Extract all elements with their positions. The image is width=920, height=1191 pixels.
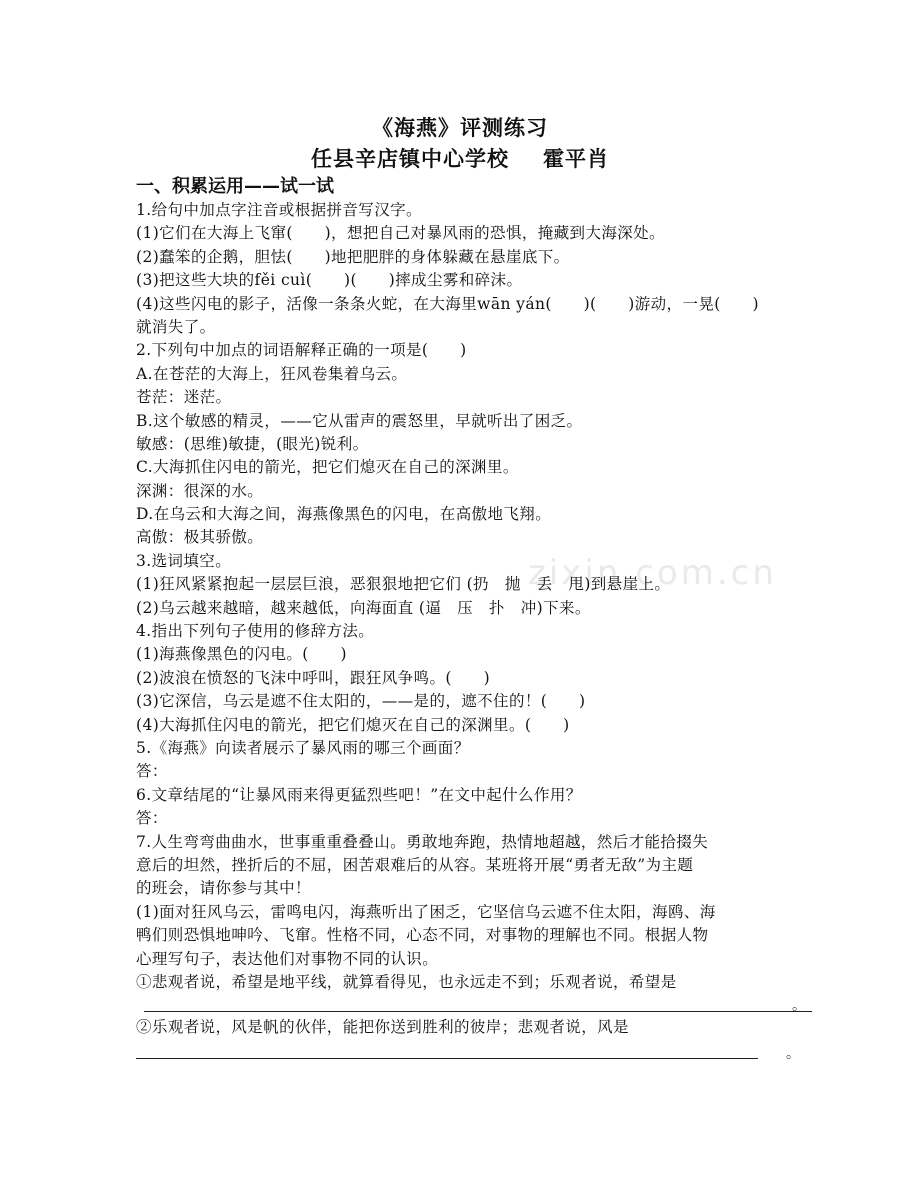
- school-name: 任县辛店镇中心学校: [311, 147, 509, 171]
- text-line-q2: ②乐观者说，风是帆的伙伴，能把你送到胜利的彼岸；悲观者说，风是: [136, 1018, 629, 1036]
- text-line: 4.指出下列句子使用的修辞方法。: [136, 622, 375, 641]
- text-line: (4)这些闪电的影子，活像一条条火蛇，在大海里wān yán( )( )游动，一晃( ): [136, 294, 759, 313]
- text-line: 的班会，请你参与其中！: [136, 879, 311, 898]
- doc-title: 《海燕》评测练习: [372, 116, 548, 140]
- text-line: (1)狂风紧紧抱起一层层巨浪，恶狠狠地把它们 (扔 抛 丢 甩)到悬崖上。: [136, 575, 671, 594]
- text-line: 苍茫：迷茫。: [136, 388, 232, 407]
- text-line: (2)波浪在愤怒的飞沫中呼叫，跟狂风争鸣。( ): [136, 668, 491, 687]
- text-line: (3)把这些大块的fěi cuì( )( )摔成尘雾和碎沫。: [136, 271, 523, 290]
- text-line: 答：: [136, 762, 168, 781]
- question-body: [136, 199, 816, 994]
- text-line: (2)蠢笨的企鹅，胆怯( )地把肥胖的身体躲藏在悬崖底下。: [136, 247, 570, 266]
- text-line: B.这个敏感的精灵，——它从雷声的震怒里，早就听出了困乏。: [136, 411, 583, 430]
- text-line: 深渊：很深的水。: [136, 481, 264, 500]
- text-line: (1)面对狂风乌云，雷鸣电闪，海燕听出了困乏，它坚信乌云遮不住太阳，海鸥、海: [136, 902, 716, 921]
- text-line: 2.下列句中加点的词语解释正确的一项是( ): [136, 341, 467, 360]
- text-line: D.在乌云和大海之间，海燕像黑色的闪电，在高傲地飞翔。: [136, 505, 552, 524]
- text-line: 敏感：(思维)敏捷，(眼光)锐利。: [136, 434, 369, 453]
- end-mark-1: 。: [792, 998, 806, 1014]
- text-line: (2)乌云越来越暗，越来越低，向海面直 (逼 压 扑 冲)下来。: [136, 598, 591, 617]
- text-line: 意后的坦然，挫折后的不屈，困苦艰难后的从容。某班将开展“勇者无敌”为主题: [136, 855, 694, 874]
- text-line: (3)它深信，乌云是遮不住太阳的，——是的，遮不住的！( ): [136, 692, 586, 711]
- text-line: A.在苍茫的大海上，狂风卷集着乌云。: [136, 364, 408, 383]
- text-line: 鸭们则恐惧地呻吟、飞窜。性格不同，心态不同，对事物的理解也不同。根据人物: [136, 926, 709, 945]
- text-line: 5.《海燕》向读者展示了暴风雨的哪三个画面？: [136, 738, 470, 757]
- watermark: zixin.com.cn: [528, 553, 777, 593]
- author-name: 霍平肖: [543, 147, 609, 171]
- text-line: (1)海燕像黑色的闪电。( ): [136, 645, 347, 664]
- text-line: ①悲观者说，希望是地平线，就算看得见，也永远走不到；乐观者说，希望是: [136, 972, 677, 991]
- text-line: 高傲：极其骄傲。: [136, 528, 264, 547]
- text-line: 1.给句中加点字注音或根据拼音写汉字。: [136, 201, 422, 219]
- text-line: 6.文章结尾的“让暴风雨来得更猛烈些吧！”在文中起什么作用？: [136, 785, 582, 804]
- text-line: 7.人生弯弯曲曲水，世事重重叠叠山。勇敢地奔跑，热情地超越，然后才能拾掇失: [136, 832, 709, 851]
- text-line: (4)大海抓住闪电的箭光，把它们熄灭在自己的深渊里。( ): [136, 715, 570, 734]
- end-mark-2: 。: [786, 1046, 800, 1062]
- doc-byline: [0, 143, 920, 173]
- text-line: 3.选词填空。: [136, 551, 232, 570]
- answer-line-1[interactable]: [144, 1011, 812, 1012]
- text-line: (1)它们在大海上飞窜( )，想把自己对暴风雨的恐惧，掩藏到大海深处。: [136, 224, 665, 243]
- answer-line-2[interactable]: [136, 1058, 758, 1059]
- text-line: 心理写句子，表达他们对事物不同的认识。: [136, 949, 439, 968]
- section-heading: 一、积累运用——试一试: [136, 176, 334, 197]
- text-line: C.大海抓住闪电的箭光，把它们熄灭在自己的深渊里。: [136, 458, 519, 477]
- text-line: 答：: [136, 809, 168, 828]
- text-line: 就消失了。: [136, 317, 216, 336]
